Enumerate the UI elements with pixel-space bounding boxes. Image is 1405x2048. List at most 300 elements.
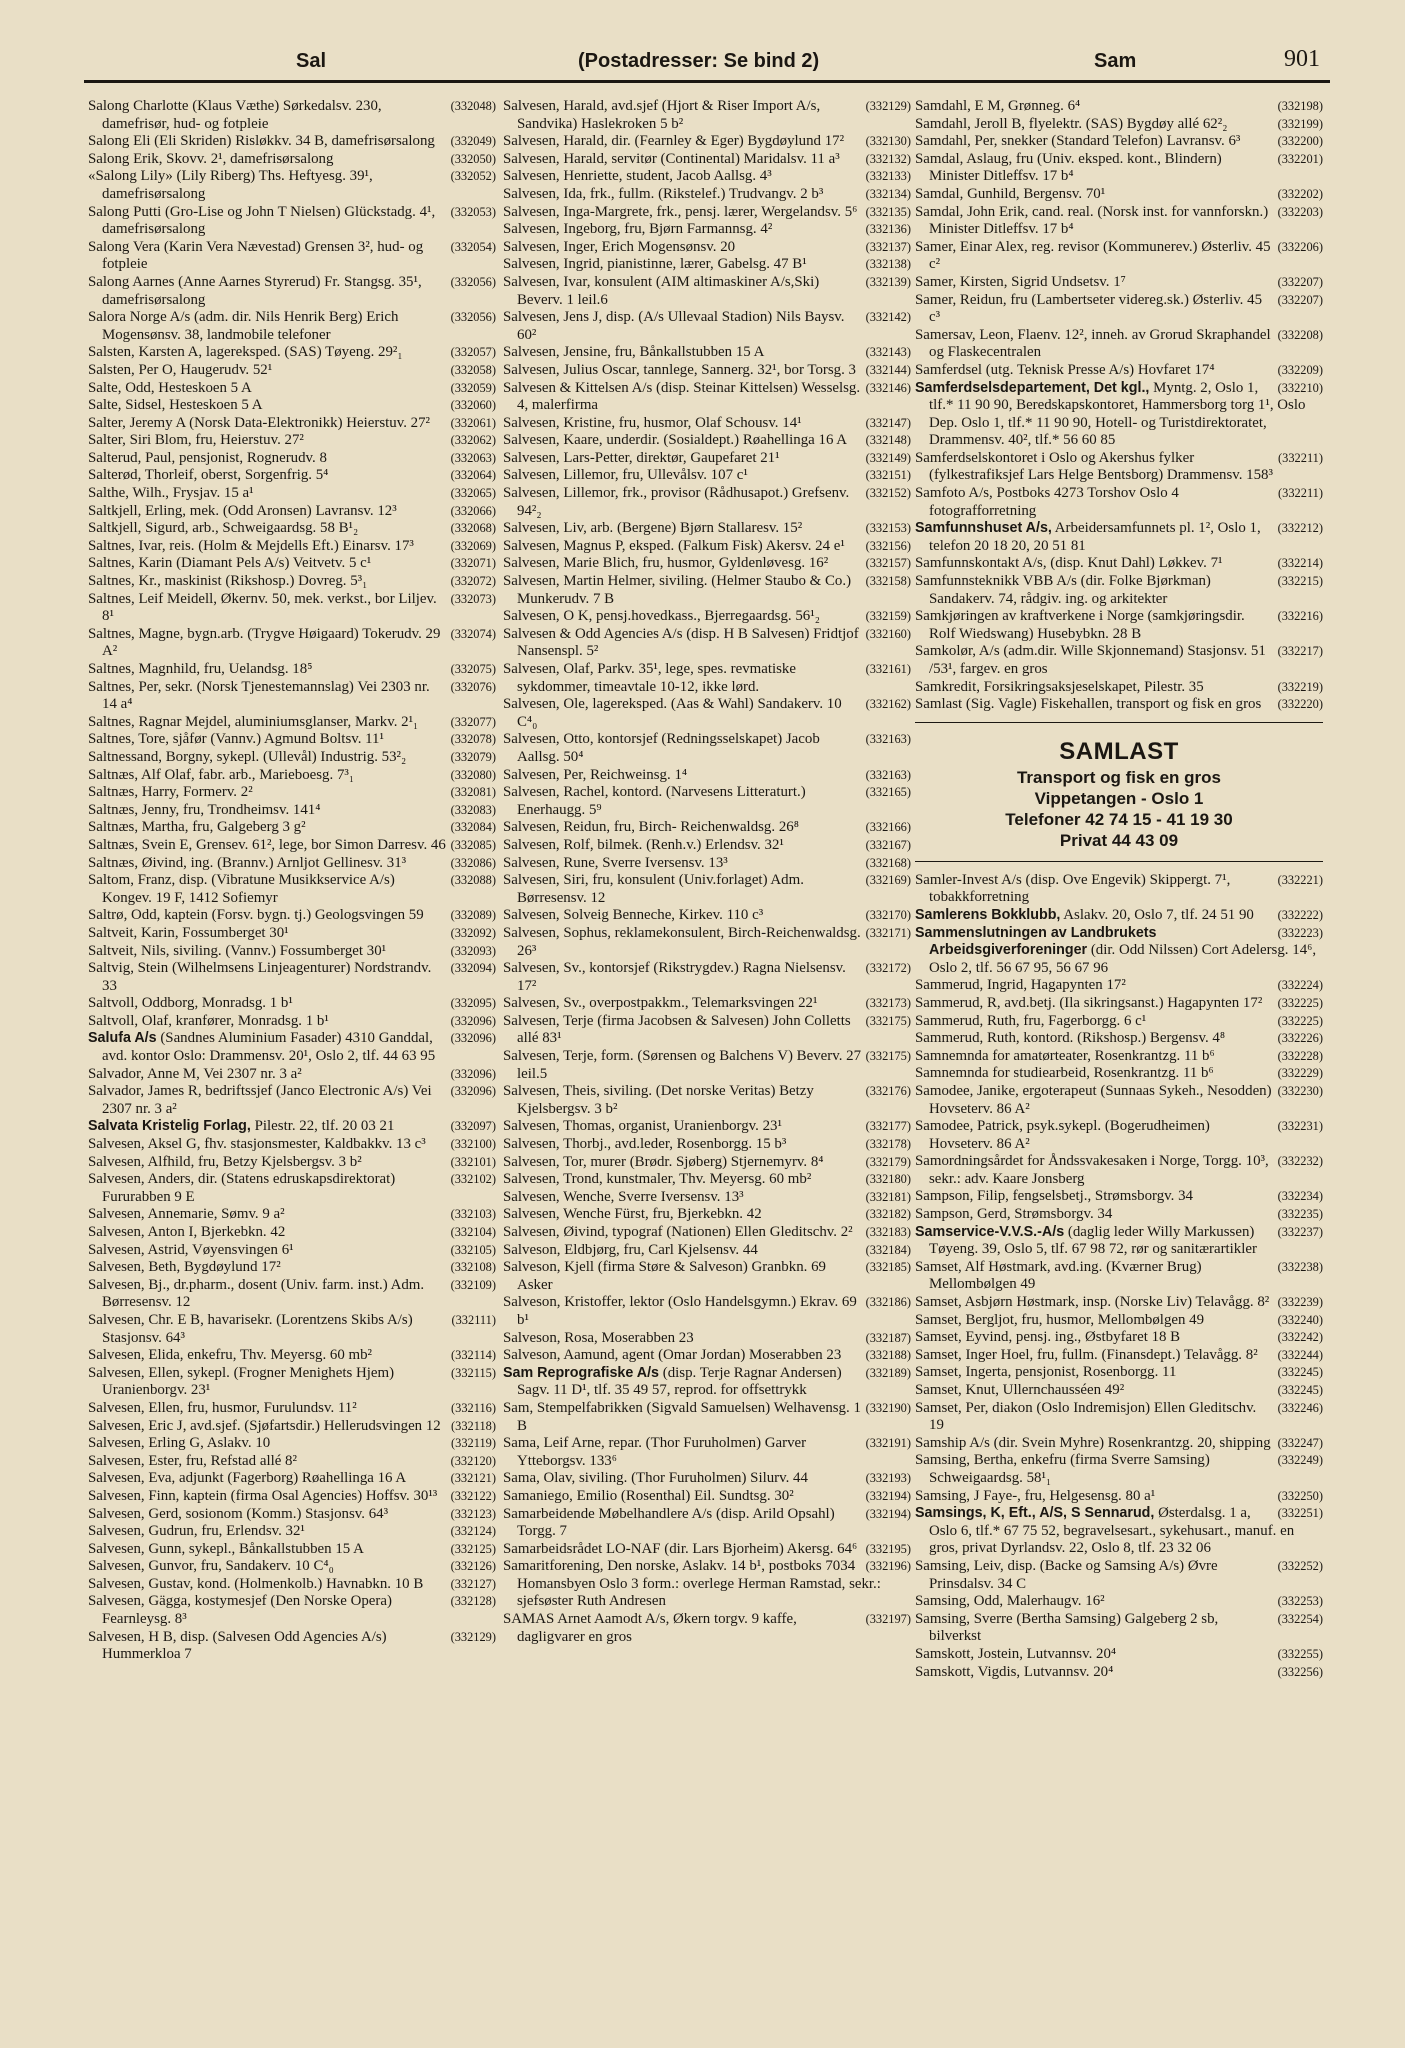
entry-text: Pilestr. 22, tlf. 20 03 21	[250, 1118, 395, 1135]
directory-entry	[88, 855, 496, 873]
directory-entry	[503, 98, 911, 133]
entry-phone-code: (332130)	[865, 134, 911, 149]
directory-entry	[915, 1294, 1323, 1312]
directory-entry	[88, 784, 496, 802]
entry-text: Samfunnsteknikk VBB A/s (dir. Folke Bjørkman) Sandakerv. 74, rådgiv. ing. og arkitekter	[915, 573, 1211, 607]
directory-entry	[915, 643, 1323, 678]
entry-phone-code: (332069)	[450, 538, 496, 553]
directory-entry	[88, 995, 496, 1013]
entry-text: Saltnes, Ragnar Mejdel, aluminiumsglanser, Markv. 2¹₁	[88, 713, 419, 730]
directory-entry	[88, 1558, 496, 1576]
entry-text: Salvador, Anne M, Vei 2307 nr. 3 a²	[88, 1065, 302, 1082]
directory-entry	[88, 907, 496, 925]
entry-phone-code: (332177)	[865, 1119, 911, 1134]
directory-entry	[88, 1154, 496, 1172]
entry-phone-code: (332156)	[865, 538, 911, 553]
entry-name-bold: Salvata Kristelig Forlag,	[88, 1118, 251, 1135]
entry-text: Samersav, Leon, Flaenv. 12², inneh. av Grorud Skraphandel og Flaskecentralen	[915, 326, 1271, 361]
directory-entry	[88, 1277, 496, 1312]
directory-entry	[503, 168, 911, 186]
entry-text: Samset, Inger Hoel, fru, fullm. (Finansdept.) Telavågg. 8²	[915, 1346, 1258, 1363]
entry-phone-code: (332212)	[1277, 521, 1323, 536]
entry-phone-code: (332225)	[1277, 1013, 1323, 1028]
entry-text: Samer, Kirsten, Sigrid Undsetsv. 1⁷	[915, 273, 1126, 290]
directory-entry	[503, 256, 911, 274]
entry-phone-code: (332114)	[451, 1348, 496, 1363]
entry-text: Salvesen, Siri, fru, konsulent (Univ.forlaget) Adm. Børresensv. 12	[503, 872, 804, 906]
entry-name-bold: Samsings, K, Eft., A/S, S Sennarud,	[915, 1505, 1155, 1522]
entry-phone-code: (332210)	[1277, 380, 1323, 395]
directory-entry	[88, 1206, 496, 1224]
directory-entry	[915, 1505, 1323, 1558]
directory-entry	[915, 1364, 1323, 1382]
entry-phone-code: (332124)	[450, 1524, 496, 1539]
directory-entry	[503, 1189, 911, 1207]
entry-text: Salvesen, Kaare, underdir. (Sosialdept.) Røahellinga 16 A	[503, 432, 848, 449]
entry-phone-code: (332252)	[1277, 1558, 1323, 1573]
column-3-entries-bottom	[915, 872, 1323, 1681]
directory-entry	[915, 239, 1323, 274]
entry-text: Salvesen, Harald, avd.sjef (Hjort & Riser Import A/s, Sandvika) Haslekroken 5 b²	[503, 98, 821, 132]
entry-text: Samset, Bergljot, fru, husmor, Mellombølgen 49	[915, 1311, 1205, 1328]
entry-text: Salvesen, Eric J, avd.sjef. (Sjøfartsdir.) Hellerudsvingen 12	[88, 1417, 441, 1434]
directory-entry	[503, 485, 911, 520]
directory-entry	[915, 1065, 1323, 1083]
directory-entry	[503, 415, 911, 433]
entry-text: Saltnes, Ivar, reis. (Holm & Mejdells Eft.) Einarsv. 17³	[88, 537, 414, 554]
directory-entry	[88, 1523, 496, 1541]
directory-entry	[915, 1593, 1323, 1611]
entry-phone-code: (332134)	[865, 186, 911, 201]
entry-text: Salvesen, Olaf, Parkv. 35¹, lege, spes. revmatiske sykdommer, timeavtale 10-12, ikke lørd.	[503, 661, 796, 695]
entry-text: Samkjøringen av kraftverkene i Norge (samkjøringsdir. Rolf Wiedswang) Husebybkn. 28 B	[915, 608, 1245, 642]
directory-entry	[88, 1224, 496, 1242]
directory-entry	[88, 1506, 496, 1524]
directory-entry	[503, 696, 911, 731]
entry-text: Salvesen, Anders, dir. (Statens edruskapsdirektorat) Fururabben 9 E	[88, 1171, 396, 1205]
directory-entry	[915, 98, 1323, 116]
entry-phone-code: (332208)	[1277, 327, 1323, 342]
entry-text: Salvesen, Ingrid, pianistinne, lærer, Gabelsg. 47 B¹	[503, 256, 807, 273]
directory-entry	[915, 133, 1323, 151]
entry-phone-code: (332058)	[450, 362, 496, 377]
entry-text: Saltvig, Stein (Wilhelmsens Linjeagenturer) Nordstrandv. 33	[88, 960, 432, 994]
entry-text: Saltnæs, Alf Olaf, fabr. arb., Marieboesg. 7³₁	[88, 766, 355, 783]
directory-entry	[88, 819, 496, 837]
entry-phone-code: (332079)	[450, 749, 496, 764]
directory-entry	[503, 1048, 911, 1083]
entry-phone-code: (332086)	[450, 855, 496, 870]
entry-phone-code: (332135)	[865, 204, 911, 219]
entry-text: Saltvoll, Olaf, kranfører, Monradsg. 1 b¹	[88, 1012, 329, 1029]
directory-entry	[88, 661, 496, 679]
entry-text: Salvesen, Rolf, bilmek. (Renh.v.) Erlendsv. 32¹	[503, 836, 784, 853]
entry-text: Salvesen, Gudrun, fru, Erlendsv. 32¹	[88, 1523, 305, 1540]
directory-entry	[915, 1118, 1323, 1153]
entry-text: Saltnes, Kr., maskinist (Rikshosp.) Dovreg. 5³₁	[88, 573, 368, 590]
entry-text: Salvesen, Liv, arb. (Bergene) Bjørn Stallaresv. 15²	[503, 520, 803, 537]
directory-entry	[503, 819, 911, 837]
directory-entry	[88, 239, 496, 274]
entry-text: Salvesen, Gägga, kostymesjef (Den Norske Opera) Fearnleysg. 8³	[88, 1593, 392, 1628]
entry-phone-code: (332175)	[865, 1049, 911, 1064]
entry-phone-code: (332207)	[1277, 274, 1323, 289]
entry-phone-code: (332102)	[450, 1172, 496, 1187]
entry-text: Salvesen, Trond, kunstmaler, Thv. Meyersg. 60 mb²	[503, 1171, 812, 1188]
entry-text: Samset, Asbjørn Høstmark, insp. (Norske Liv) Telavågg. 8²	[915, 1294, 1270, 1311]
directory-entry	[88, 837, 496, 855]
entry-phone-code: (332180)	[865, 1172, 911, 1187]
directory-entry	[503, 784, 911, 819]
directory-entry	[88, 960, 496, 995]
entry-text: Salora Norge A/s (adm. dir. Nils Henrik Berg) Erich Mogensønsv. 38, landmobile telefoner	[88, 309, 399, 343]
entry-name-bold: Samservice-V.V.S.-A/s	[915, 1223, 1065, 1240]
directory-entry	[88, 1083, 496, 1118]
entry-phone-code: (332103)	[450, 1207, 496, 1222]
entry-phone-code: (332104)	[450, 1225, 496, 1239]
column-1	[88, 98, 496, 1664]
entry-text: Salvesen, Harald, servitør (Continental) Maridalsv. 11 a³	[503, 150, 840, 167]
entry-phone-code: (332125)	[450, 1541, 496, 1556]
entry-phone-code: (332234)	[1277, 1189, 1323, 1204]
entry-phone-code: (332096)	[450, 1031, 496, 1046]
directory-entry	[915, 204, 1323, 239]
entry-phone-code: (332211)	[1278, 450, 1323, 465]
running-head-center: (Postadresser: Se bind 2)	[578, 50, 820, 72]
directory-entry	[915, 450, 1323, 485]
directory-entry	[915, 995, 1323, 1013]
directory-entry	[915, 1048, 1323, 1066]
directory-entry	[88, 591, 496, 626]
entry-text: Sampson, Gerd, Strømsborgv. 34	[915, 1206, 1113, 1223]
entry-text: Salvesen, Annemarie, Sømv. 9 a²	[88, 1206, 285, 1223]
entry-text: Samship A/s (dir. Svein Myhre) Rosenkrantzg. 20, shipping	[915, 1434, 1271, 1451]
entry-phone-code: (332085)	[450, 837, 496, 852]
entry-phone-code: (332216)	[1277, 609, 1323, 624]
entry-text: (Sandnes Aluminium Fasader) 4310 Ganddal, avd. kontor Oslo: Drammensv. 20¹, Oslo 2, tlf. 44 63 95	[102, 1030, 436, 1065]
entry-name-bold: Salufa A/s	[88, 1030, 157, 1047]
directory-entry	[503, 1558, 911, 1611]
directory-entry	[503, 450, 911, 468]
entry-phone-code: (332172)	[865, 961, 911, 976]
entry-phone-code: (332193)	[865, 1471, 911, 1486]
directory-entry	[503, 133, 911, 151]
directory-entry	[915, 520, 1323, 555]
entry-phone-code: (332097)	[450, 1119, 496, 1134]
directory-entry	[88, 925, 496, 943]
directory-entry	[88, 679, 496, 714]
entry-phone-code: (332063)	[450, 450, 496, 465]
entry-phone-code: (332078)	[450, 732, 496, 747]
directory-entry	[503, 1488, 911, 1506]
entry-phone-code: (332108)	[450, 1260, 496, 1275]
entry-name-bold: Samfunnshuset A/s,	[915, 520, 1052, 537]
entry-phone-code: (332199)	[1277, 116, 1323, 131]
directory-entry	[503, 1330, 911, 1348]
entry-text: Samdahl, E M, Grønneg. 6⁴	[915, 98, 1081, 114]
directory-entry	[503, 344, 911, 362]
entry-phone-code: (332168)	[865, 855, 911, 870]
directory-entry	[503, 151, 911, 169]
page-number: 901	[1284, 46, 1320, 72]
entry-phone-code: (332211)	[1278, 486, 1323, 501]
entry-text: Samferdsel (utg. Teknisk Presse A/s) Hovfaret 17⁴	[915, 361, 1215, 378]
advert-title: SAMLAST	[1059, 737, 1179, 765]
entry-phone-code: (332231)	[1277, 1119, 1323, 1134]
directory-entry	[503, 907, 911, 925]
directory-entry	[503, 1365, 911, 1400]
entry-text: Salvesen, Wenche, Sverre Iversensv. 13³	[503, 1188, 744, 1205]
entry-phone-code: (332189)	[865, 1365, 911, 1380]
entry-phone-code: (332187)	[865, 1330, 911, 1345]
directory-entry	[503, 767, 911, 785]
entry-phone-code: (332157)	[865, 556, 911, 571]
entry-phone-code: (332101)	[450, 1154, 496, 1169]
entry-phone-code: (332076)	[450, 679, 496, 694]
entry-phone-code: (332072)	[450, 574, 496, 589]
directory-entry	[88, 520, 496, 538]
column-2	[503, 98, 911, 1646]
entry-phone-code: (332062)	[450, 433, 496, 448]
directory-entry	[915, 327, 1323, 362]
entry-phone-code: (332105)	[450, 1242, 496, 1257]
entry-phone-code: (332050)	[450, 151, 496, 166]
directory-entry	[915, 1206, 1323, 1224]
entry-phone-code: (332169)	[865, 873, 911, 888]
entry-phone-code: (332083)	[450, 802, 496, 817]
directory-entry	[915, 608, 1323, 643]
running-head-right: Sam	[1094, 50, 1137, 72]
directory-entry	[88, 1435, 496, 1453]
entry-phone-code: (332185)	[865, 1260, 911, 1275]
entry-text: Saltnæs, Harry, Formerv. 2²	[88, 784, 253, 801]
entry-text: Saltveit, Karin, Fossumberget 30¹	[88, 924, 289, 941]
entry-phone-code: (332109)	[450, 1277, 496, 1292]
directory-entry	[915, 679, 1323, 697]
entry-phone-code: (332255)	[1277, 1646, 1323, 1661]
entry-text: Salvesen, Alfhild, fru, Betzy Kjelsbergsv. 3 b²	[88, 1153, 362, 1170]
directory-entry	[503, 239, 911, 257]
entry-phone-code: (332060)	[450, 398, 496, 413]
entry-text: Salvesen, Ellen, fru, husmor, Furulundsv. 11²	[88, 1399, 357, 1416]
directory-entry	[88, 1030, 496, 1065]
entry-text: Samdahl, Per, snekker (Standard Telefon) Lavransv. 6³	[915, 133, 1241, 150]
entry-phone-code: (332153)	[865, 521, 911, 536]
entry-text: SAMAS Arnet Aamodt A/s, Økern torgv. 9 kaffe, dagligvarer en gros	[503, 1611, 797, 1645]
directory-entry	[503, 1118, 911, 1136]
directory-entry	[915, 925, 1323, 978]
entry-phone-code: (332175)	[865, 1013, 911, 1028]
directory-entry	[88, 1365, 496, 1400]
directory-entry	[915, 1329, 1323, 1347]
directory-entry	[503, 995, 911, 1013]
entry-phone-code: (332064)	[450, 468, 496, 483]
directory-entry	[915, 555, 1323, 573]
entry-text: Salvesen, Rachel, kontord. (Narvesens Litteraturt.) Enerhaugg. 5⁹	[503, 784, 806, 818]
entry-phone-code: (332170)	[865, 908, 911, 923]
entry-phone-code: (332207)	[1277, 292, 1323, 307]
entry-text: Arbeidersamfunnets pl. 1², Oslo 1, telefon 20 18 20, 20 51 81	[929, 520, 1261, 554]
entry-text: Salveson, Rosa, Moserabben 23	[503, 1329, 694, 1346]
entry-phone-code: (332075)	[450, 662, 496, 676]
entry-phone-code: (332173)	[865, 996, 911, 1011]
directory-entry	[915, 485, 1323, 520]
directory-entry	[88, 1242, 496, 1260]
entry-text: Salvesen, Terje (firma Jacobsen & Salvesen) John Colletts allé 83¹	[503, 1012, 851, 1047]
directory-entry	[503, 608, 911, 626]
directory-entry	[503, 960, 911, 995]
entry-text: Salvesen, Gunn, sykepl., Bånkallstubben 15 A	[88, 1540, 364, 1557]
directory-entry	[88, 1576, 496, 1594]
entry-text: Salvesen, Marie Blich, fru, husmor, Gyldenløvesg. 16²	[503, 555, 829, 572]
entry-text: Salvesen, Wenche Fürst, fru, Bjerkebkn. 42	[503, 1206, 762, 1223]
entry-text: Samaritforening, Den norske, Aslakv. 14 b¹, postboks 7034 Homansbyen Oslo 3 form.: overlege Herman Ramstad, sekr.: sjefsøster Ruth Andresen	[503, 1558, 881, 1610]
directory-entry	[503, 731, 911, 766]
entry-text: Salveson, Kjell (firma Støre & Salveson) Granbkn. 69 Asker	[503, 1259, 826, 1293]
entry-phone-code: (332126)	[450, 1559, 496, 1574]
directory-entry	[88, 943, 496, 961]
entry-phone-code: (332052)	[450, 169, 496, 184]
entry-text: Salvesen, Per, Reichweinsg. 1⁴	[503, 766, 688, 783]
advert-line: Privat 44 43 09	[1059, 830, 1179, 850]
directory-entry	[88, 1013, 496, 1031]
entry-phone-code: (332081)	[450, 785, 496, 800]
entry-text: Salvesen, Bj., dr.pharm., dosent (Univ. farm. inst.) Adm. Børresensv. 12	[88, 1276, 425, 1311]
entry-text: Salvesen, Øivind, typograf (Nationen) Ellen Gleditschv. 2²	[503, 1224, 853, 1240]
entry-text: Salsten, Karsten A, lagereksped. (SAS) Tøyeng. 29²₁	[88, 344, 403, 361]
entry-phone-code: (332194)	[865, 1506, 911, 1521]
directory-entry	[88, 1453, 496, 1471]
entry-text: Samaniego, Emilio (Rosenthal) Eil. Sundtsg. 30²	[503, 1487, 794, 1504]
entry-text: Salvesen, Thomas, organist, Uranienborgv. 23¹	[503, 1118, 782, 1135]
directory-entry	[88, 309, 496, 344]
entry-text: Samsing, Bertha, enkefru (firma Sverre Samsing) Schweigaardsg. 58¹₁	[915, 1452, 1210, 1486]
entry-phone-code: (332251)	[1277, 1506, 1323, 1521]
directory-entry	[503, 626, 911, 661]
directory-entry	[915, 872, 1323, 907]
entry-text: Saltveit, Nils, siviling. (Vannv.) Fossumberget 30¹	[88, 942, 387, 959]
directory-entry	[503, 362, 911, 380]
entry-phone-code: (332203)	[1277, 204, 1323, 219]
entry-phone-code: (332129)	[450, 1629, 496, 1644]
entry-phone-code: (332244)	[1277, 1347, 1323, 1362]
entry-phone-code: (332186)	[865, 1295, 911, 1310]
entry-text: Salvesen, Thorbj., avd.leder, Rosenborgg. 15 b³	[503, 1136, 787, 1153]
entry-phone-code: (332071)	[450, 556, 496, 571]
entry-phone-code: (332132)	[865, 151, 911, 166]
entry-text: Salvesen, Lillemor, frk., provisor (Rådhusapot.) Grefsenv. 94²₂	[503, 485, 850, 519]
entry-text: Samarbeidende Møbelhandlere A/s (disp. Arild Opsahl) Torgg. 7	[503, 1505, 835, 1540]
entry-phone-code: (332120)	[450, 1453, 496, 1468]
entry-name-bold: Samlerens Bokklubb,	[915, 906, 1061, 923]
entry-text: Salsten, Per O, Haugerudv. 52¹	[88, 361, 273, 378]
entry-text: Salvesen, Jensine, fru, Bånkallstubben 15 A	[503, 344, 765, 361]
entry-text: Samnemnda for studiearbeid, Rosenkrantzg. 11 b⁶	[915, 1065, 1214, 1082]
entry-text: Samnemnda for amatørteater, Rosenkrantzg. 11 b⁶	[915, 1047, 1215, 1064]
entry-text: Salvesen, Ester, fru, Refstad allé 8²	[88, 1452, 297, 1469]
directory-entry	[503, 538, 911, 556]
entry-text: Sama, Olav, siviling. (Thor Furuholmen) Silurv. 44	[503, 1470, 808, 1487]
entry-text: Salvesen, Theis, siviling. (Det norske Veritas) Betzy Kjelsbergsv. 3 b²	[503, 1083, 814, 1117]
entry-phone-code: (332215)	[1277, 574, 1323, 589]
entry-text: Sammerud, Ruth, kontord. (Rikshosp.) Bergensv. 4⁸	[915, 1030, 1226, 1047]
entry-text: Salvesen, Ingeborg, fru, Bjørn Farmannsg. 4²	[503, 221, 773, 238]
entry-text: Samlast (Sig. Vagle) Fiskehallen, transport og fisk en gros	[915, 696, 1262, 713]
entry-text: Saltrø, Odd, kaptein (Forsv. bygn. tj.) Geologsvingen 59	[88, 907, 424, 924]
entry-phone-code: (332096)	[450, 1013, 496, 1028]
entry-text: Samset, Ingerta, pensjonist, Rosenborgg. 11	[915, 1364, 1177, 1381]
directory-entry	[503, 467, 911, 485]
entry-text: Aslakv. 20, Oslo 7, tlf. 24 51 90	[1060, 906, 1254, 923]
entry-text: Saltnes, Per, sekr. (Norsk Tjenestemannslag) Vei 2303 nr. 14 a⁴	[88, 678, 430, 713]
directory-entry	[88, 467, 496, 485]
directory-entry	[88, 485, 496, 503]
entry-phone-code: (332096)	[450, 1066, 496, 1081]
column-3-entries-top	[915, 98, 1323, 714]
entry-phone-code: (332121)	[450, 1471, 496, 1486]
entry-text: Salvesen, Lars-Petter, direktør, Gaupefaret 21¹	[503, 449, 780, 466]
entry-phone-code: (332197)	[865, 1612, 911, 1627]
entry-phone-code: (332111)	[451, 1312, 496, 1327]
directory-entry	[88, 397, 496, 415]
entry-phone-code: (332182)	[865, 1207, 911, 1222]
entry-text: Samferdselskontoret i Oslo og Akershus fylker (fylkestrafiksjef Lars Helge Bentsborg) Drammensv. 158³	[915, 449, 1273, 484]
entry-text: Salong Aarnes (Anne Aarnes Styrerud) Fr. Stangsg. 35¹, damefrisørsalong	[88, 273, 422, 308]
entry-phone-code: (332049)	[450, 134, 496, 149]
entry-text: Salvesen, Inger, Erich Mogensønsv. 20	[503, 238, 736, 255]
entry-phone-code: (332149)	[865, 450, 911, 465]
entry-phone-code: (332176)	[865, 1084, 911, 1099]
directory-entry	[915, 1013, 1323, 1031]
entry-phone-code: (332250)	[1277, 1488, 1323, 1503]
directory-entry	[503, 1259, 911, 1294]
directory-entry	[915, 1452, 1323, 1487]
entry-phone-code: (332115)	[451, 1365, 496, 1380]
directory-entry	[503, 1470, 911, 1488]
entry-phone-code: (332179)	[865, 1154, 911, 1169]
entry-phone-code: (332074)	[450, 626, 496, 641]
entry-text: Saltnæs, Svein E, Grensev. 61², lege, bor Simon Darresv. 46	[88, 836, 446, 853]
entry-text: Salong Putti (Gro-Lise og John T Nielsen) Glückstadg. 4¹, damefrisørsalong	[88, 203, 436, 238]
entry-phone-code: (332136)	[865, 222, 911, 237]
entry-phone-code: (332166)	[865, 820, 911, 835]
directory-entry	[503, 872, 911, 907]
entry-text: Samdal, John Erik, cand. real. (Norsk inst. for vannforskn.) Minister Ditleffsv. 17 b⁴	[915, 203, 1269, 238]
entry-phone-code: (332148)	[865, 433, 911, 448]
column-3	[915, 98, 1323, 1681]
entry-phone-code: (332162)	[865, 697, 911, 712]
directory-entry	[88, 1136, 496, 1154]
entry-phone-code: (332181)	[865, 1189, 911, 1204]
entry-text: Salvesen, Terje, form. (Sørensen og Balchens V) Beverv. 27 leil.5	[503, 1048, 862, 1082]
directory-entry	[503, 380, 911, 415]
entry-text: Saltnes, Karin (Diamant Pels A/s) Veitvetv. 5 c¹	[88, 555, 372, 572]
entry-phone-code: (332151)	[865, 468, 911, 483]
entry-text: Salveson, Aamund, agent (Omar Jordan) Moserabben 23	[503, 1347, 842, 1364]
directory-entry	[915, 362, 1323, 380]
entry-phone-code: (332133)	[865, 169, 911, 184]
directory-entry	[915, 907, 1323, 925]
entry-text: Saltnæs, Jenny, fru, Trondheimsv. 141⁴	[88, 801, 321, 818]
entry-phone-code: (332253)	[1277, 1594, 1323, 1609]
entry-text: Salthe, Wilh., Frysjav. 15 a¹	[88, 485, 254, 502]
entry-text: Salvesen, Beth, Bygdøylund 17²	[88, 1259, 281, 1276]
directory-entry	[915, 1224, 1323, 1259]
entry-text: Sampson, Filip, fengselsbetj., Strømsborgv. 34	[915, 1188, 1193, 1205]
entry-text: Samskott, Vigdis, Lutvannsv. 20⁴	[915, 1663, 1114, 1680]
entry-text: Salvesen, Chr. E B, havarisekr. (Lorentzens Skibs A/s) Stasjonsv. 64³	[88, 1311, 413, 1346]
entry-phone-code: (332206)	[1277, 239, 1323, 254]
